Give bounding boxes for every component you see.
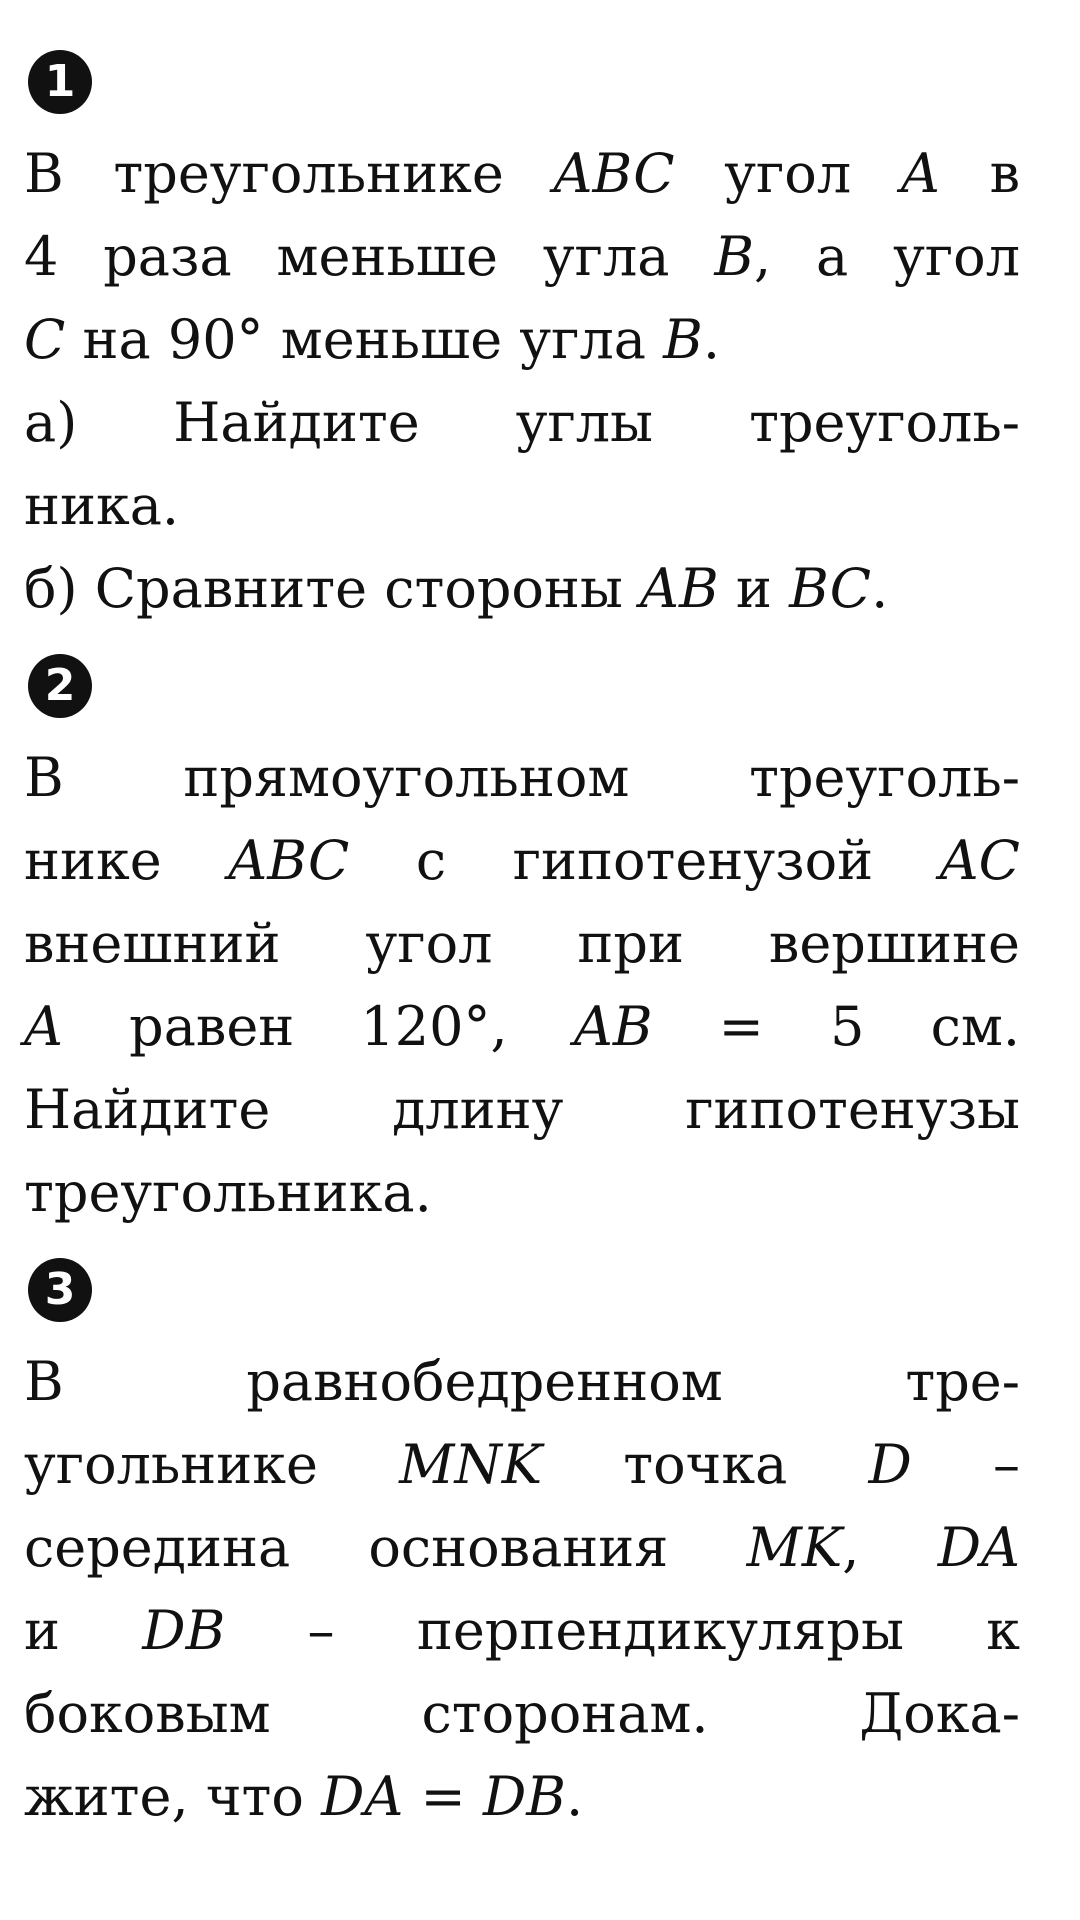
math-symbol: AB (573, 995, 653, 1058)
text-line (24, 464, 1020, 547)
text-line (24, 819, 1020, 902)
text-segment: = 5 см. (652, 995, 1021, 1058)
text-segment: на 90° меньше угла (65, 308, 664, 371)
math-symbol: B (663, 308, 703, 371)
math-symbol: AC (939, 829, 1020, 892)
text-segment: нике (24, 829, 229, 892)
task-number-badge: 1 (28, 50, 92, 114)
task-text (24, 132, 1020, 630)
text-line (24, 902, 1020, 985)
text-line (24, 1589, 1020, 1672)
math-symbol: A (900, 142, 940, 205)
text-segment: середина основания (24, 1516, 747, 1579)
text-line (24, 298, 1020, 381)
task-number-badge: 3 (28, 1258, 92, 1322)
math-symbol: B (714, 225, 755, 288)
text-line (24, 132, 1020, 215)
text-segment: – перпендикуляры к (225, 1599, 1020, 1662)
text-segment: с гипотенузой (349, 829, 940, 892)
text-segment: жите, что (24, 1765, 322, 1828)
text-line (24, 736, 1020, 819)
text-line (24, 1506, 1020, 1589)
text-line (24, 1151, 1020, 1234)
math-symbol: D (868, 1433, 912, 1496)
text-line (24, 381, 1020, 464)
math-symbol: ABC (553, 142, 675, 205)
task-text (24, 1340, 1020, 1838)
text-segment: Найдите длину гипотенузы (24, 1078, 1020, 1141)
text-segment: боковым сторонам. Дока- (24, 1682, 1020, 1745)
text-segment: , (842, 1516, 938, 1579)
task-text (24, 736, 1020, 1234)
text-segment: = (403, 1765, 483, 1828)
text-line (24, 547, 1020, 630)
text-line (24, 1755, 1020, 1838)
text-segment: и (24, 1599, 143, 1662)
math-symbol: C (24, 308, 66, 371)
text-line (24, 1340, 1020, 1423)
text-segment: угольнике (24, 1433, 400, 1496)
text-segment: В равнобедренном тре- (24, 1350, 1020, 1413)
text-segment: ника. (24, 474, 180, 537)
task-1 (24, 50, 1020, 630)
text-segment: , а угол (754, 225, 1020, 288)
math-symbol: DB (142, 1599, 226, 1662)
text-segment: угол (674, 142, 901, 205)
text-segment: 4 раза меньше угла (24, 225, 715, 288)
text-line (24, 1068, 1020, 1151)
text-segment: В прямоугольном треуголь- (24, 746, 1020, 809)
task-3 (24, 1258, 1020, 1838)
math-symbol: DB (482, 1765, 566, 1828)
text-segment: . (702, 308, 720, 371)
math-symbol: MK (746, 1516, 843, 1579)
text-segment: – (911, 1433, 1020, 1496)
text-segment: точка (542, 1433, 869, 1496)
text-segment: В треугольнике (24, 142, 554, 205)
task-number-badge: 2 (28, 654, 92, 718)
math-symbol: MNK (399, 1433, 543, 1496)
text-segment: . (871, 557, 889, 620)
math-symbol: DA (321, 1765, 404, 1828)
text-line (24, 1672, 1020, 1755)
math-symbol: AB (640, 557, 719, 620)
text-line (24, 215, 1020, 298)
text-segment: б) Сравните стороны (24, 557, 641, 620)
math-symbol: DA (937, 1516, 1020, 1579)
text-segment: внешний угол при вершине (24, 912, 1020, 975)
text-line (24, 985, 1020, 1068)
task-list (24, 50, 1020, 1838)
math-symbol: BC (789, 557, 872, 620)
text-segment: треугольника. (24, 1161, 432, 1224)
task-2 (24, 654, 1020, 1234)
math-symbol: A (24, 995, 63, 1058)
text-segment: в (939, 142, 1020, 205)
text-line (24, 1423, 1020, 1506)
text-segment: равен 120°, (63, 995, 574, 1058)
text-segment: и (718, 557, 790, 620)
text-segment: а) Найдите углы треуголь- (24, 391, 1020, 454)
text-segment: . (565, 1765, 584, 1828)
math-symbol: ABC (228, 829, 350, 892)
